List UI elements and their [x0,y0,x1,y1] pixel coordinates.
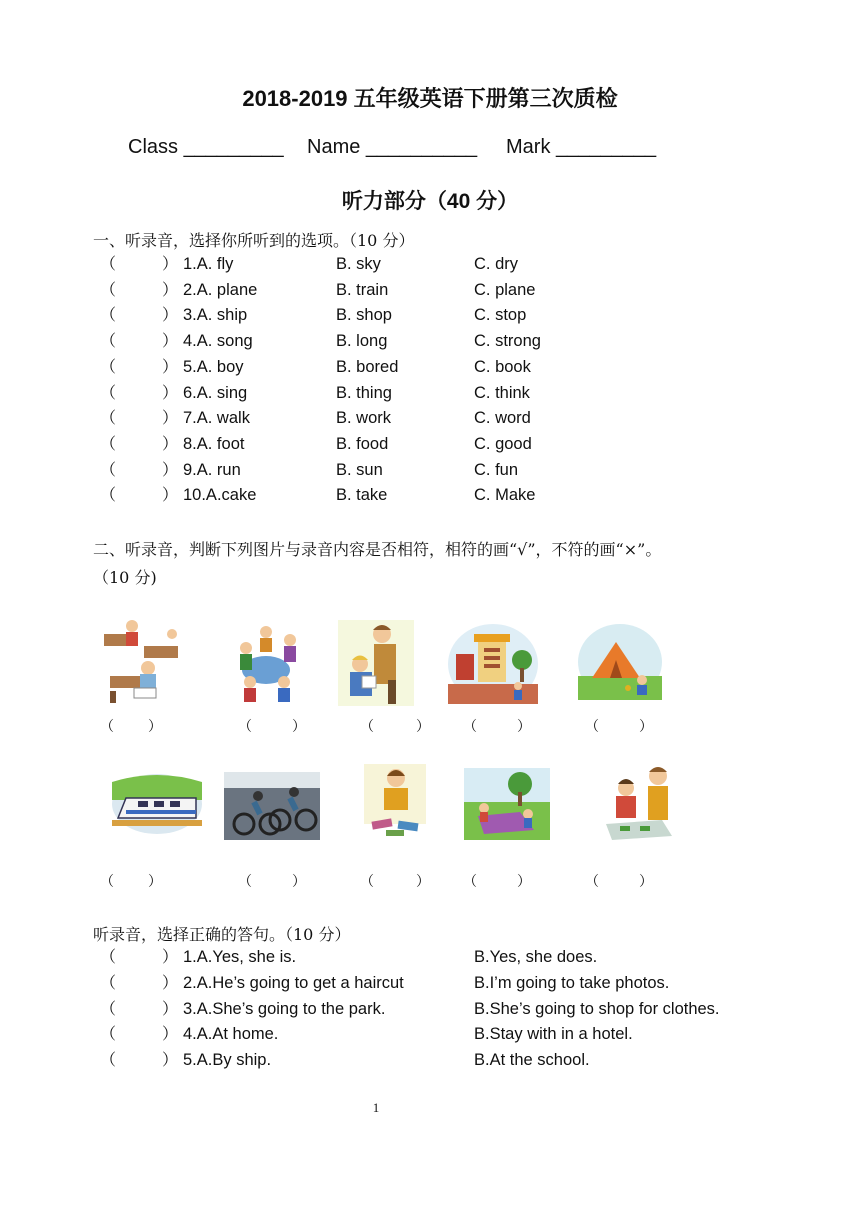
answer-blank[interactable]: （ ） [100,307,179,325]
train-picture [112,772,202,836]
answer-blank-row1-4[interactable]: （ ） [463,718,531,734]
answer-blank-row1-2[interactable]: （ ） [238,718,306,734]
answer-blank-row2-2[interactable]: （ ） [238,873,306,889]
option-a: 5.A.By ship. [183,1051,272,1070]
section3-heading: 听录音，选择正确的答句。（10 分） [93,925,351,944]
answer-blank-row1-5[interactable]: （ ） [585,718,653,734]
option-c: C. Make [474,486,536,505]
option-b: B. food [336,434,389,453]
option-a: 3.A.She’s going to the park. [183,999,386,1018]
answer-choice-row [0,1048,860,1073]
choice-row [0,278,860,303]
choice-row [0,355,860,380]
option-b: B. bored [336,357,399,376]
option-c: C. word [474,409,531,428]
class-field: Class _________ [128,136,284,158]
option-b: B. take [336,486,388,505]
answer-blank-row1-3[interactable]: （ ） [360,718,430,734]
answer-blank[interactable]: （ ） [100,1052,179,1070]
choice-row [0,458,860,483]
option-c: C. think [474,383,530,402]
picnic-picture [464,768,550,840]
option-b: B. train [336,280,389,299]
answer-blank[interactable]: （ ） [100,358,179,376]
option-a: 2.A. plane [183,280,258,299]
option-b: B. work [336,409,392,428]
option-a: 10.A.cake [183,486,257,505]
choice-row [0,252,860,277]
listening-subtitle: 听力部分（40 分） [341,190,519,213]
option-c: C. strong [474,332,541,351]
answer-choice-row [0,971,860,996]
answer-blank[interactable]: （ ） [100,949,179,966]
answer-blank[interactable]: （ ） [100,1026,179,1044]
option-a: 8.A. foot [183,434,245,453]
answer-blank-row1-1[interactable]: （ ） [100,718,162,734]
father-and-son-picture [602,764,676,842]
answer-blank-row2-1[interactable]: （ ） [100,873,162,889]
option-b: B. shop [336,306,392,325]
option-a: 1.A.Yes, she is. [183,948,297,966]
option-b: B. thing [336,383,392,402]
section1-heading: 一、听录音，选择你所听到的选项。（10 分） [93,231,415,250]
answer-blank[interactable]: （ ） [100,487,179,505]
answer-blank-row2-5[interactable]: （ ） [585,873,653,889]
option-c: C. good [474,434,532,453]
answer-blank[interactable]: （ ） [100,256,179,273]
option-b: B. long [336,332,388,351]
boy-with-books-picture [364,764,426,840]
page-title: 2018-2019 五年级英语下册第三次质检 [242,86,618,111]
option-a: 4.A.At home. [183,1025,279,1044]
option-c: C. stop [474,306,527,325]
cycling-picture [224,772,320,840]
answer-blank-row2-3[interactable]: （ ） [360,873,430,889]
tent-camping-picture [578,624,662,700]
answer-blank[interactable]: （ ） [100,333,179,351]
answer-choice-row [0,1022,860,1047]
option-a: 3.A. ship [183,306,248,325]
choice-row [0,303,860,328]
answer-blank[interactable]: （ ） [100,461,179,479]
option-b: B. sun [336,460,383,479]
option-c: C. fun [474,460,519,479]
option-c: C. plane [474,280,536,299]
option-a: 9.A. run [183,460,241,479]
option-a: 6.A. sing [183,383,248,402]
option-b: B.Stay with in a hotel. [474,1025,633,1044]
people-around-table-picture [232,620,304,704]
father-reading-picture [338,620,414,706]
answer-blank-row2-4[interactable]: （ ） [463,873,531,889]
classroom-picture [100,616,188,706]
option-b: B. sky [336,255,381,273]
option-a: 2.A.He’s going to get a haircut [183,973,404,992]
option-a: 4.A. song [183,332,253,351]
option-c: C. dry [474,255,519,273]
option-b: B.At the school. [474,1051,590,1070]
option-a: 5.A. boy [183,357,244,376]
option-b: B.Yes, she does. [474,948,598,966]
option-c: C. book [474,357,531,376]
section2-heading-cont: （10 分) [93,568,157,587]
school-gate-picture [448,624,538,704]
answer-blank[interactable]: （ ） [100,974,179,992]
mark-field: Mark _________ [506,136,657,158]
option-a: 7.A. walk [183,409,250,428]
page-number: 1 [372,1100,380,1115]
choice-row [0,432,860,457]
section2-heading: 二、听录音，判断下列图片与录音内容是否相符，相符的画“√”，不符的画“×”。 [93,540,662,559]
answer-blank[interactable]: （ ） [100,410,179,428]
answer-choice-row [0,945,860,970]
choice-row [0,483,860,508]
answer-blank[interactable]: （ ） [100,384,179,402]
option-b: B.She’s going to shop for clothes. [474,999,720,1018]
answer-blank[interactable]: （ ） [100,1000,179,1018]
answer-blank[interactable]: （ ） [100,435,179,453]
option-b: B.I’m going to take photos. [474,973,670,992]
name-field: Name __________ [307,136,478,158]
answer-choice-row [0,997,860,1022]
choice-row [0,329,860,354]
choice-row [0,406,860,431]
option-a: 1.A. fly [183,255,234,273]
answer-blank[interactable]: （ ） [100,281,179,299]
choice-row [0,381,860,406]
